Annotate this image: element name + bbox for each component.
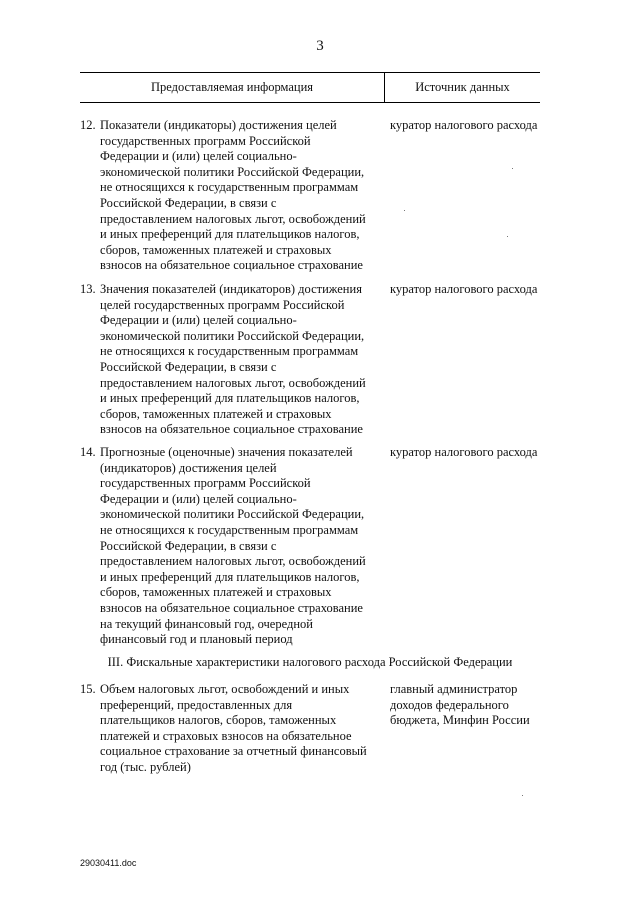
info-line: плательщиков налогов, сборов, таможенных — [100, 713, 337, 728]
info-line: не относящихся к государственным программам — [100, 522, 359, 537]
info-line: взносов на обязательное социальное страхование — [100, 258, 363, 273]
source-line: куратор налогового расхода — [390, 118, 538, 132]
source-line: куратор налогового расхода — [390, 445, 538, 459]
section-title: III. Фискальные характеристики налогового расхода Российской Федерации — [107, 655, 513, 669]
info-line: не относящихся к государственным программам — [100, 180, 359, 195]
info-line: государственных программ Российской — [100, 476, 311, 491]
info-line: государственных программ Российской — [100, 133, 311, 148]
info-line: предоставлением налоговых льгот, освобождений — [100, 554, 366, 569]
info-line: сборов, таможенных платежей и страховых — [100, 406, 332, 421]
info-line: Прогнозные (оценочные) значения показателей — [100, 445, 353, 459]
info-line: преференций, предоставленных для — [100, 697, 293, 712]
info-line: на текущий финансовый год, очередной — [100, 616, 313, 631]
info-line: социальное страхование за отчетный финансовый — [100, 744, 367, 759]
header-source: Источник данных — [415, 80, 510, 94]
info-line: и иных преференций для плательщиков налогов, — [100, 569, 360, 584]
info-line: экономической политики Российской Федерации, — [100, 328, 365, 343]
info-line: год (тыс. рублей) — [100, 759, 191, 774]
info-line: экономической политики Российской Федерации, — [100, 164, 365, 179]
info-line: и иных преференций для плательщиков налогов, — [100, 227, 360, 242]
row-source — [390, 682, 542, 729]
row-source — [390, 118, 542, 134]
info-line: Российской Федерации, в связи с — [100, 359, 277, 374]
info-line: Федерации и (или) целей социально- — [100, 313, 297, 328]
info-line: сборов, таможенных платежей и страховых — [100, 585, 332, 600]
info-line: предоставлением налоговых льгот, освобождений — [100, 211, 366, 226]
header-bottom-rule — [80, 102, 540, 103]
info-line: Значения показателей (индикаторов) достижения — [100, 282, 362, 296]
row-source — [390, 282, 542, 298]
row-source — [390, 445, 542, 461]
info-line: платежей и страховых взносов на обязательное — [100, 728, 352, 743]
source-line: бюджета, Минфин России — [390, 713, 530, 728]
info-line: Российской Федерации, в связи с — [100, 195, 277, 210]
info-line: предоставлением налоговых льгот, освобождений — [100, 375, 366, 390]
info-line: целей государственных программ Российской — [100, 297, 345, 312]
info-line: (индикаторов) достижения целей — [100, 460, 277, 475]
row-number: 13. — [80, 282, 96, 296]
scan-speck — [522, 795, 523, 796]
scan-speck — [507, 236, 508, 237]
footer-file-code: 29030411.doc — [80, 858, 137, 868]
scan-speck — [512, 168, 513, 169]
info-line: взносов на обязательное социальное страхование — [100, 422, 363, 437]
row-info — [100, 118, 382, 274]
info-line: Объем налоговых льгот, освобождений и иных — [100, 682, 350, 696]
row-info — [100, 682, 382, 776]
header-top-rule — [80, 72, 540, 73]
info-line: Показатели (индикаторы) достижения целей — [100, 118, 337, 132]
info-line: финансовый год и плановый период — [100, 632, 293, 647]
info-line: сборов, таможенных платежей и страховых — [100, 242, 332, 257]
info-line: не относящихся к государственным программам — [100, 344, 359, 359]
scan-speck — [404, 210, 405, 211]
page-number: 3 — [316, 38, 324, 54]
info-line: взносов на обязательное социальное страхование — [100, 600, 363, 615]
info-line: Российской Федерации, в связи с — [100, 538, 277, 553]
source-line: куратор налогового расхода — [390, 282, 538, 296]
info-line: и иных преференций для плательщиков налогов, — [100, 391, 360, 406]
source-line: главный администратор — [390, 682, 518, 696]
row-number: 15. — [80, 682, 96, 696]
info-line: Федерации и (или) целей социально- — [100, 149, 297, 164]
info-line: Федерации и (или) целей социально- — [100, 491, 297, 506]
row-info — [100, 282, 382, 438]
info-line: экономической политики Российской Федерации, — [100, 507, 365, 522]
row-info — [100, 445, 382, 648]
header-info: Предоставляемая информация — [150, 80, 314, 94]
row-number: 12. — [80, 118, 96, 132]
source-line: доходов федерального — [390, 697, 509, 712]
row-number: 14. — [80, 445, 96, 459]
